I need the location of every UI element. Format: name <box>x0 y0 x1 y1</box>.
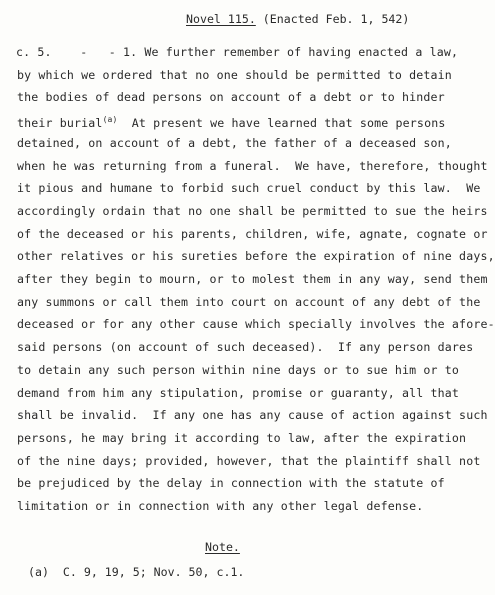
paragraph-line <box>17 113 445 130</box>
paragraph-line: any summons or call them into court on account of any debt of the <box>17 294 481 309</box>
paragraph-line: be prejudiced by the delay in connection with the statute of <box>17 476 445 491</box>
paragraph-line: the bodies of dead persons on account of a debt or to hinder <box>17 90 445 105</box>
paragraph-line <box>16 45 458 59</box>
section-label: c. 5. <box>16 45 52 59</box>
paragraph-line: of the nine days; provided, however, that the plaintiff shall not <box>17 453 481 468</box>
paragraph-line: deceased or for any other cause which specially involves the afore- <box>17 317 495 332</box>
footnote-marker: (a) <box>28 565 49 579</box>
paragraph-line: other relatives or his sureties before the expiration of nine days, <box>17 249 495 264</box>
footnote <box>28 565 244 579</box>
paragraph-line: persons, he may bring it according to law, after the expiration <box>17 430 467 445</box>
line-text: 1. We further remember of having enacted a law, <box>122 45 459 59</box>
line-text: their burial <box>17 116 103 131</box>
paragraph-line: after they begin to mourn, or to molest them in any way, send them <box>17 272 488 286</box>
footnote-text: C. 9, 19, 5; Nov. 50, c.1. <box>62 565 245 579</box>
paragraph-line: limitation or in connection with any other legal defense. <box>17 499 424 513</box>
paragraph-line: to detain any such person within nine days or to sue him or to <box>17 362 460 377</box>
novel-title: Novel 115. <box>186 12 256 26</box>
paragraph-line: of the deceased or his parents, children, wife, agnate, cognate or <box>17 226 488 241</box>
paragraph-line: it pious and humane to forbid such cruel conduct by this law. We <box>17 181 481 196</box>
line-text: At present we have learned that some persons <box>131 116 446 131</box>
document-header <box>186 12 409 26</box>
footnote-reference: (a) <box>102 115 118 125</box>
paragraph-line: when he was returning from a funeral. We have, therefore, thought <box>17 158 488 173</box>
paragraph-line: by which we ordered that no one should be permitted to detain <box>17 67 452 82</box>
paragraph-line: detained, on account of a debt, the father of a deceased son, <box>17 135 452 150</box>
paragraph-line: shall be invalid. If any one has any cause of action against such <box>17 408 488 423</box>
paragraph-line: demand from him any stipulation, promise or guaranty, all that <box>17 385 460 400</box>
paragraph-line: said persons (on account of such deceased). If any person dares <box>17 340 474 355</box>
note-heading: Note. <box>205 540 240 554</box>
section-dashes: - - <box>80 45 116 59</box>
enactment-date: (Enacted Feb. 1, 542) <box>262 12 410 26</box>
paragraph-line: accordingly ordain that no one shall be permitted to sue the heirs <box>17 203 488 218</box>
